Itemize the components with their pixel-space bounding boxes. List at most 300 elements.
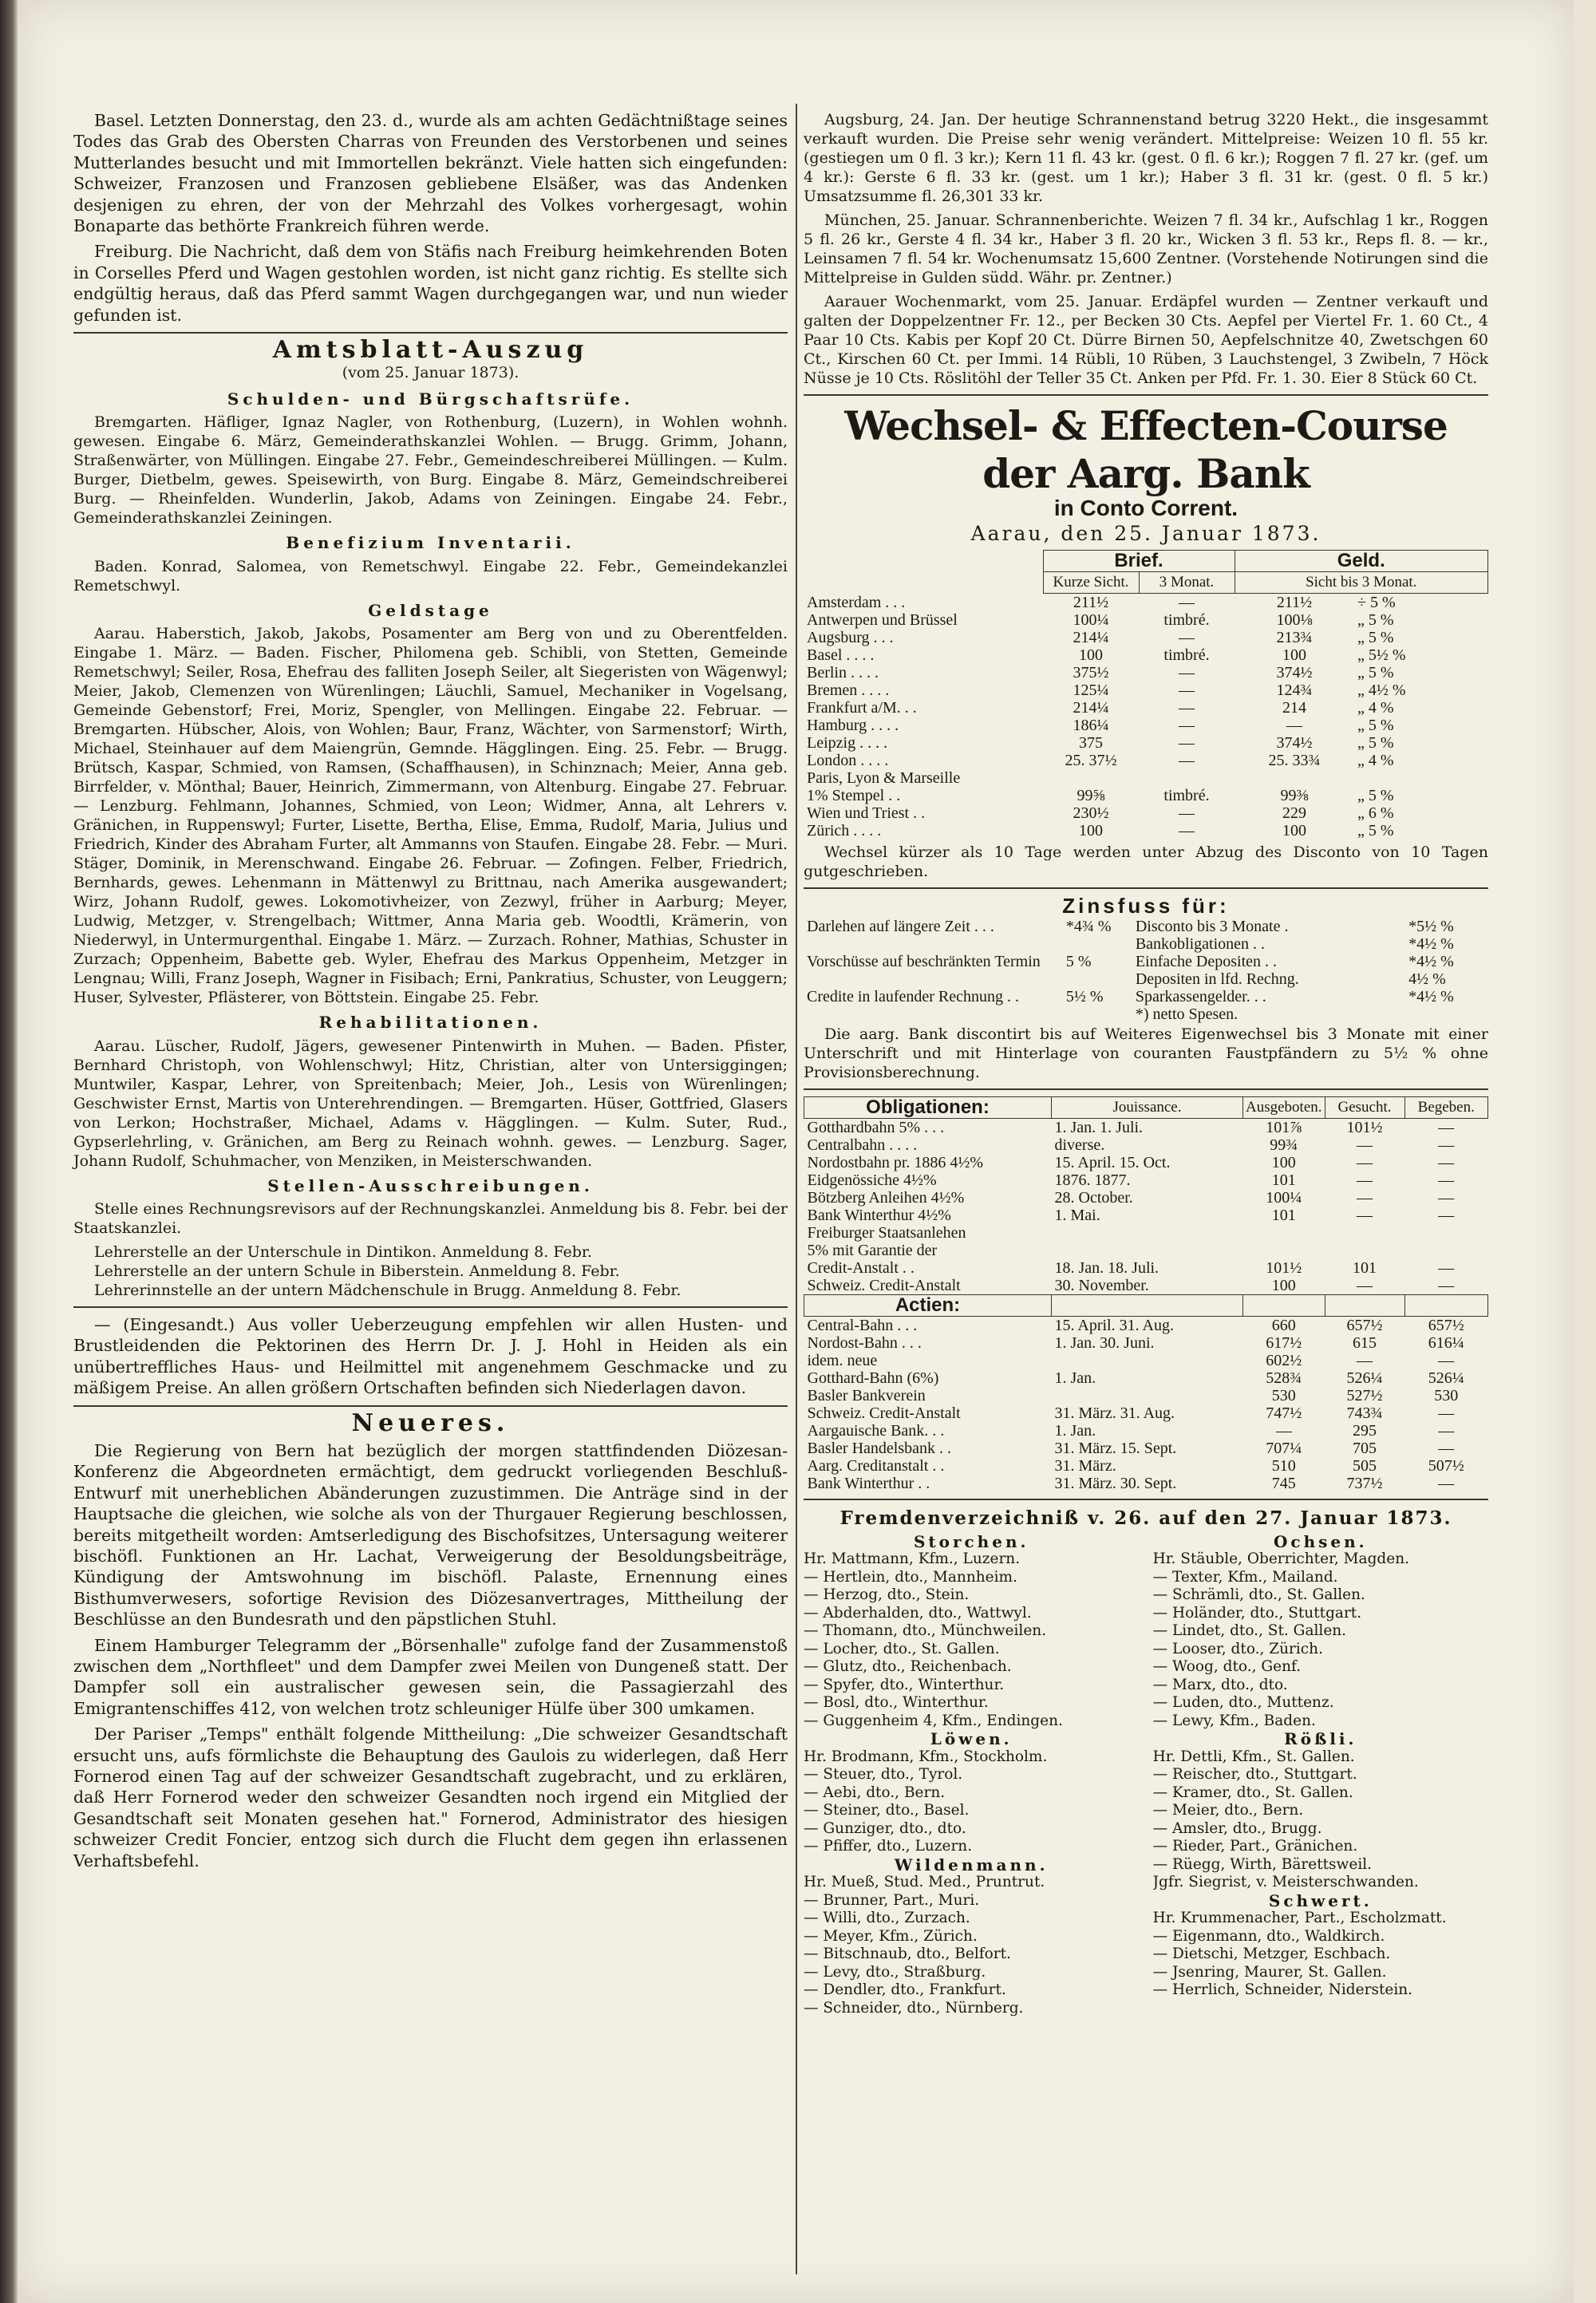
rate-disconto: „ 4½ % — [1357, 681, 1406, 699]
zins-row — [1132, 1005, 1488, 1023]
rate-disconto: „ 5 % — [1357, 610, 1394, 629]
zins-value: 5½ % — [1065, 988, 1104, 1006]
security-jouissance: diverse. — [1054, 1136, 1105, 1155]
security-name: Credit-Anstalt . . — [807, 1259, 915, 1278]
guest-entry: Hr. Mattmann, Kfm., Luzern. — [804, 1550, 1021, 1568]
security-begeben: — — [1438, 1277, 1455, 1295]
rates-body — [804, 593, 1488, 839]
guest-entry: — Hertlein, dto., Mannheim. — [804, 1568, 1017, 1586]
guest-entry: — Woog, dto., Genf. — [1152, 1658, 1302, 1676]
guest-entry: — Steuer, dto., Tyrol. — [804, 1766, 963, 1784]
neueres-paris: Der Pariser „Temps" enthält folgende Mittheilung: „Die schweizer Gesandtschaft ersucht uns, aufs förmlichste die Behauptung des Gaulois zu widerlegen, daß Herr Fornerod einen Tag auf der schweizer Gesandtschaft zugebracht, und zu erklären, daß Herr Fornerod weder den schweizer Gesandten noch irgend ein Mitglied der Gesandtschaft seit Monaten gesehen hat." Fornerod, Administrator des hiesigen schweizer Credit Foncier, entzog sich durch die Flucht dem gegen ihn erlassenen Verhaftsbefehl. — [73, 1724, 788, 1870]
security-jouissance: 28. October. — [1054, 1189, 1133, 1207]
rate-row — [804, 646, 1488, 664]
ausgeboten-header: Ausgeboten. — [1243, 1097, 1325, 1119]
rate-disconto: „ 6 % — [1357, 804, 1394, 822]
rate-disconto: „ 5 % — [1357, 786, 1394, 804]
gesucht-header: Gesucht. — [1325, 1097, 1404, 1119]
sicht-header: Sicht bis 3 Monat. — [1235, 571, 1488, 593]
zinsfuss-heading: Zinsfuss für: — [1062, 893, 1230, 918]
rate-kurz: 100¼ — [1073, 610, 1109, 629]
rate-row — [804, 717, 1488, 734]
rate-monat — [1139, 769, 1235, 787]
security-begeben: — — [1438, 1352, 1455, 1370]
security-ausgeboten: 528¾ — [1266, 1369, 1302, 1388]
zins-value — [1405, 1005, 1488, 1023]
left-column — [73, 110, 788, 1876]
guest-entry: Hr. Dettli, Kfm., St. Gallen. — [1152, 1748, 1355, 1765]
divider — [804, 1499, 1488, 1500]
rate-place: Hamburg . . . . — [807, 716, 899, 734]
rate-place: Berlin . . . . — [807, 663, 879, 681]
kurze-sicht-header: Kurze Sicht. — [1043, 571, 1139, 593]
security-begeben — [1404, 1242, 1487, 1259]
guest-entry: — Amsler, dto., Brugg. — [1152, 1819, 1322, 1837]
obligation-row — [804, 1224, 1488, 1242]
exchange-rates-table — [804, 550, 1488, 839]
obligation-row — [804, 1207, 1488, 1224]
zins-label: Bankobligationen . . — [1135, 935, 1266, 954]
guest-entry: — Bitschnaub, dto., Belfort. — [804, 1946, 1011, 1963]
amtsblatt-date: (vom 25. Januar 1873). — [342, 364, 519, 382]
geldstage-heading: Geldstage — [368, 600, 493, 620]
rate-monat: — — [1179, 698, 1195, 717]
rate-place: Basel . . . . — [807, 646, 875, 664]
zins-value: 5 % — [1065, 953, 1092, 971]
rate-geld: 99⅜ — [1280, 786, 1309, 804]
security-ausgeboten: 617½ — [1266, 1334, 1302, 1353]
divider — [73, 1405, 788, 1407]
rate-geld: 229 — [1282, 804, 1306, 822]
actie-row — [804, 1457, 1488, 1475]
security-ausgeboten: 101⅞ — [1266, 1119, 1302, 1137]
begeben-header: Begeben. — [1404, 1097, 1487, 1119]
rate-row — [804, 787, 1488, 804]
neueres-bern: Die Regierung von Bern hat bezüglich der morgen stattfindenden Diözesan-Konferenz die Abgeordneten ermächtigt, dem gedruckt vorliegenden Beschluß-Entwurf mit unerheblichen Abänderungen zuzustimmen. Die Anträge sind in der Hauptsache die gleichen, wie solche als von der Thurgauer Regierung beschlossen, bereits mitgetheilt worden: Amtserledigung des Bischofsitzes, Untersagung weiterer bischöfl. Funktionen an Hr. Lachat, Verweigerung der Besoldungsbeiträge, Kündigung der Amtswohnung im bischöfl. Palaste, Ernennung eines Bisthumverwesers, sofortige Revision des Diözesanvertrages, Mittheilung der Beschlüsse an den Bundesrath und den päpstlichen Stuhl. — [73, 1440, 788, 1629]
divider — [804, 1088, 1488, 1090]
security-jouissance: 1. Jan. — [1054, 1422, 1096, 1440]
security-gesucht: 615 — [1353, 1334, 1377, 1353]
rate-monat: — — [1179, 751, 1195, 769]
security-jouissance: 1. Jan. 1. Juli. — [1054, 1119, 1144, 1137]
rate-geld: 211½ — [1276, 593, 1313, 611]
zins-label: Sparkassengelder. . . — [1135, 988, 1266, 1006]
rate-monat: — — [1179, 593, 1195, 611]
guest-entry: — Dietschi, Metzger, Eschbach. — [1152, 1946, 1391, 1963]
eingesandt: — (Eingesandt.) Aus voller Ueberzeugung empfehlen wir allen Husten- und Brustleidenden die Pektorinen des Herrn Dr. J. J. Hohl in Heiden als ein unübertreffliches Haus- und Heilmittel mit angenehmem Geschmacke und zu mäßigem Preise. An allen größern Ortschaften befinden sich Niederlagen davon. — [73, 1314, 788, 1398]
rate-kurz: 125¼ — [1073, 681, 1109, 699]
security-begeben: 526¼ — [1428, 1369, 1464, 1388]
security-gesucht: — — [1357, 1352, 1373, 1370]
guest-entry: — Thomann, dto., Münchweilen. — [804, 1622, 1047, 1640]
security-gesucht: 527½ — [1346, 1387, 1383, 1405]
guest-entry: — Meier, dto., Bern. — [1152, 1802, 1304, 1819]
guest-entry: — Schrämli, dto., St. Gallen. — [1152, 1586, 1365, 1604]
divider — [73, 1306, 788, 1308]
security-begeben: 616¼ — [1428, 1334, 1464, 1353]
security-name: Schweiz. Credit-Anstalt — [807, 1277, 961, 1295]
security-name: idem. neue — [807, 1352, 878, 1370]
security-name: Aarg. Creditanstalt . . — [807, 1457, 945, 1475]
zinsfuss-block — [804, 918, 1488, 1023]
security-jouissance — [1052, 1242, 1243, 1259]
rate-geld: 100⅛ — [1276, 610, 1313, 629]
actien-spacer — [1404, 1295, 1487, 1317]
guest-entry: — Reischer, dto., Stuttgart. — [1152, 1766, 1357, 1784]
security-name: Gotthard-Bahn (6%) — [807, 1369, 939, 1388]
security-gesucht: 705 — [1353, 1440, 1377, 1458]
security-begeben: — — [1438, 1422, 1455, 1440]
security-jouissance: 15. April. 15. Oct. — [1054, 1154, 1171, 1172]
security-name: Bank Winterthur 4½% — [807, 1207, 951, 1225]
rate-place: Frankfurt a/M. . . — [807, 698, 917, 717]
rate-kurz: 100 — [1079, 646, 1103, 664]
actie-row — [804, 1317, 1488, 1335]
security-begeben: 507½ — [1428, 1457, 1464, 1475]
rate-geld: 213¾ — [1276, 628, 1313, 646]
rates-corner — [804, 571, 1043, 593]
rate-place: Bremen . . . . — [807, 681, 890, 699]
security-gesucht: — — [1357, 1189, 1373, 1207]
hotel-heading: Ochsen. — [1273, 1531, 1368, 1551]
guest-entry: — Meyer, Kfm., Zürich. — [804, 1927, 978, 1945]
security-begeben: — — [1438, 1154, 1455, 1172]
zins-row — [1132, 970, 1488, 988]
rate-monat: timbré. — [1163, 646, 1210, 664]
rate-place: Amsterdam . . . — [807, 593, 906, 611]
security-jouissance — [1052, 1387, 1243, 1404]
security-begeben: — — [1438, 1171, 1455, 1190]
hotel-heading: Rößli. — [1284, 1729, 1357, 1749]
stellen-intro: Stelle eines Rechnungsrevisors auf der Rechnungskanzlei. Anmeldung bis 8. Febr. bei der Staatskanzlei. — [73, 1199, 788, 1237]
security-ausgeboten: 660 — [1271, 1317, 1296, 1335]
fremdenverzeichnis-heading: Fremdenverzeichniß v. 26. auf den 27. Januar 1873. — [839, 1507, 1452, 1530]
actien-spacer — [1052, 1295, 1243, 1317]
security-name: Schweiz. Credit-Anstalt — [807, 1404, 961, 1423]
rate-kurz: 100 — [1079, 821, 1103, 839]
obligation-row — [804, 1136, 1488, 1154]
zins-value: *4½ % — [1408, 935, 1454, 954]
securities-table — [804, 1096, 1488, 1492]
brief-header: Brief. — [1043, 550, 1235, 571]
guest-entry: — Texter, Kfm., Mailand. — [1152, 1568, 1338, 1586]
actie-row — [804, 1352, 1488, 1369]
rate-place: Paris, Lyon & Marseille — [807, 768, 961, 787]
actie-row — [804, 1369, 1488, 1387]
guest-entry: — Luden, dto., Muttenz. — [1152, 1694, 1334, 1712]
rate-row — [804, 681, 1488, 699]
guest-entry: — Rüegg, Wirth, Bärettsweil. — [1152, 1855, 1373, 1873]
rate-geld: 25. 33¾ — [1268, 751, 1321, 769]
zins-label: *) netto Spesen. — [1135, 1005, 1238, 1024]
security-begeben: — — [1438, 1404, 1455, 1423]
security-ausgeboten: 100 — [1271, 1154, 1296, 1172]
rate-geld — [1235, 769, 1354, 787]
security-ausgeboten: 101 — [1271, 1171, 1296, 1190]
security-ausgeboten: 100 — [1271, 1277, 1296, 1295]
right-column — [804, 110, 1488, 2017]
rate-kurz: 211½ — [1073, 593, 1109, 611]
actien-spacer — [1325, 1295, 1404, 1317]
guest-entry: — Aebi, dto., Bern. — [804, 1784, 946, 1801]
zins-row — [1132, 988, 1488, 1005]
rate-disconto: „ 5 % — [1357, 733, 1394, 752]
article-basel: Basel. Letzten Donnerstag, den 23. d., wurde als am achten Gedächtnißtage seines Todes das Grab des Obersten Charras von Freunden des Verstorbenen und seines Mutterlandes besucht und mit Immortellen bekränzt. Viele hatten sich eingefunden: Schweizer, Franzosen und Franzosen gebliebene Elsäßer, was das Andenken desjenigen zu ehren, der von der Mehrzahl des Volkes vorhergesagt, wohin Bonaparte das bethörte Frankreich führen werde. — [73, 111, 788, 236]
security-ausgeboten: 745 — [1271, 1475, 1296, 1493]
article-freiburg: Freiburg. Die Nachricht, daß dem von Stäfis nach Freiburg heimkehrenden Boten in Corselles Pferd und Wagen gestohlen worden, ist nicht ganz richtig. Es stellte sich endgültig heraus, daß das Pferd sammt Wagen durchgegangen war, und nun wieder gefunden ist. — [73, 242, 788, 325]
security-name: Centralbahn . . . . — [807, 1136, 918, 1155]
rate-row — [804, 752, 1488, 769]
guest-entry: Hr. Brodmann, Kfm., Stockholm. — [804, 1748, 1048, 1765]
rate-disconto: „ 5 % — [1357, 716, 1394, 734]
actie-row — [804, 1440, 1488, 1457]
guest-entry: Hr. Krummenacher, Part., Escholzmatt. — [1152, 1910, 1447, 1927]
fremden-left-column — [804, 1533, 1139, 2018]
zins-row — [1132, 935, 1488, 953]
stellen-item: Lehrerstelle an der Unterschule in Dintikon. Anmeldung 8. Febr. — [94, 1242, 592, 1261]
rate-disconto: „ 4 % — [1357, 698, 1394, 717]
rate-monat: timbré. — [1163, 786, 1210, 804]
security-name: Aargauische Bank. . . — [807, 1422, 945, 1440]
rate-place: 1% Stempel . . — [807, 786, 901, 804]
actien-header: Actien: — [804, 1295, 1052, 1317]
rate-kurz: 186¼ — [1073, 716, 1109, 734]
security-gesucht: 101½ — [1346, 1119, 1383, 1137]
rehab-heading: Rehabilitationen. — [318, 1013, 543, 1033]
actien-body — [804, 1317, 1488, 1493]
rate-kurz: 375½ — [1073, 663, 1109, 681]
amtsblatt-heading: Amtsblatt-Auszug — [272, 336, 589, 365]
security-ausgeboten: 100¼ — [1266, 1189, 1302, 1207]
rate-monat: timbré. — [1163, 610, 1210, 629]
rate-monat: — — [1179, 716, 1195, 734]
security-name: Gotthardbahn 5% . . . — [807, 1119, 945, 1137]
rate-monat: — — [1179, 628, 1195, 646]
security-name: Basler Bankverein — [807, 1387, 926, 1405]
stellen-item: Lehrerstelle an der untern Schule in Biberstein. Anmeldung 8. Febr. — [94, 1262, 620, 1280]
security-gesucht: — — [1357, 1136, 1373, 1155]
security-jouissance: 1. Mai. — [1054, 1207, 1100, 1225]
security-gesucht: 743¾ — [1346, 1404, 1383, 1423]
rate-disconto: „ 4 % — [1357, 751, 1394, 769]
column-rule — [796, 104, 797, 2274]
rate-geld: — — [1286, 716, 1302, 734]
guest-entry: — Rieder, Part., Gränichen. — [1152, 1838, 1358, 1855]
guest-entry: — Looser, dto., Zürich. — [1152, 1640, 1323, 1657]
obligation-row — [804, 1189, 1488, 1207]
rate-geld: 100 — [1282, 821, 1306, 839]
rate-monat: — — [1179, 821, 1195, 839]
security-begeben: — — [1438, 1189, 1455, 1207]
security-begeben — [1404, 1224, 1487, 1242]
rate-place: Antwerpen und Brüssel — [807, 610, 958, 629]
security-gesucht: 505 — [1353, 1457, 1377, 1475]
zins-label: Disconto bis 3 Monate . — [1135, 918, 1289, 936]
obligation-row — [804, 1154, 1488, 1171]
security-name: 5% mit Garantie der — [807, 1242, 938, 1260]
hotel-heading: Wildenmann. — [894, 1855, 1049, 1874]
zins-label: Credite in laufender Rechnung . . — [807, 988, 1020, 1006]
geldstage-text: Aarau. Haberstich, Jakob, Jakobs, Posamenter am Berg von und zu Oberentfelden. Eingabe 1. März. — Baden. Fischer, Philomena geb. Schibli, von Stetten, Gemeinde Remetschwyl; Seiler, Rosa, Ehefrau des falliten Joseph Seiler, alt Siegeristen von Wägenwyl; Meier, Jakob, Clemenzen von Würenlingen; Läuchli, Samuel, Mechaniker in Vogelsang, Gemeinde Gebenstorf; Frei, Moriz, Spengler, von Mellingen. Eingabe 22. Februar. — Bremgarten. Hübscher, Alois, von Wohlen; Baur, Franz, Wächter, von Sarmenstorf; Wirth, Michael, Steinhauer auf dem Maiengrün, Gemnde. Hägglingen. Eing. 25. Febr. — Brugg. Brütsch, Kaspar, Schmied, von Ramsen, (Schaffhausen), in Schinznach; Meier, Anna geb. Birrfelder, v. Mönthal; Bauer, Heinrich, Zimmermann, von Altenburg. Eingabe 27. Februar. — Lenzburg. Fehlmann, Johannes, Schmied, von Leon; Widmer, Anna, alt Lehrers v. Gränichen, in Ruppenswyl; Furter, Lisette, Bertha, Elise, Emma, Rudolf, Maria, Julius und Friedrich, Kinder des Abraham Furter, alt Ammanns von Staufen. Eingabe 28. Febr. — Muri. Stäger, Dominik, in Merenschwand. Eingabe 26. Februar. — Zofingen. Felber, Friedrich, Bernhards, gewes. Lehenmann in Mättenwyl zu Brittnau, nach Amerika ausgewandert; Wirz, Johann Rudolf, gewes. Lokomotivheizer, von Zezwyl, früher in Aarburg; Meyer, Ludwig, Metzger, v. Strengelbach; Wittmer, Anna Maria geb. Woodtli, Krämerin, von Niederwyl, in Untermurgenthal. Eingabe 1. März. — Zurzach. Rohner, Mathias, Schuster in Zurzach; Oppenheim, Babette geb. Wyler, Ehefrau des Markus Oppenheim, Metzger in Lengnau; Willi, Franz Joseph, Wagner in Fisibach; Erni, Pankratius, Schuster, von Leuggern; Huser, Sylvester, Pflästerer, von Böttstein. Eingabe 25. Febr. — [73, 625, 788, 1007]
security-gesucht: 657½ — [1346, 1317, 1383, 1335]
guest-entry: — Herzog, dto., Stein. — [804, 1586, 970, 1604]
rate-monat: — — [1179, 804, 1195, 822]
security-begeben: — — [1438, 1207, 1455, 1225]
security-jouissance: 31. März. 30. Sept. — [1054, 1475, 1177, 1493]
obligation-row — [804, 1242, 1488, 1259]
guest-entry: — Guggenheim 4, Kfm., Endingen. — [804, 1712, 1063, 1729]
benefizium-text: Baden. Konrad, Salomea, von Remetschwyl. Eingabe 22. Febr., Gemeindekanzlei Remetschwyl. — [73, 557, 788, 595]
rate-geld: 124¾ — [1276, 681, 1313, 699]
zins-row — [804, 953, 1119, 988]
security-gesucht — [1325, 1242, 1404, 1259]
rate-disconto: „ 5 % — [1357, 628, 1394, 646]
rate-kurz: 25. 37½ — [1065, 751, 1117, 769]
divider — [804, 394, 1488, 396]
guest-entry: — Dendler, dto., Frankfurt. — [804, 1981, 1006, 1999]
actie-row — [804, 1334, 1488, 1352]
zins-value: *4½ % — [1408, 988, 1454, 1006]
security-ausgeboten: 707¼ — [1266, 1440, 1302, 1458]
hotel-heading: Löwen. — [930, 1729, 1013, 1749]
security-jouissance: 31. März. 15. Sept. — [1054, 1440, 1177, 1458]
guest-entry: — Lindet, dto., St. Gallen. — [1152, 1622, 1347, 1640]
zins-label: Darlehen auf längere Zeit . . . — [807, 918, 994, 936]
security-ausgeboten: 510 — [1271, 1457, 1296, 1475]
guest-entry: — Pfiffer, dto., Luzern. — [804, 1838, 973, 1855]
security-jouissance — [1052, 1352, 1243, 1369]
divider — [73, 332, 788, 334]
rates-corner — [804, 550, 1043, 571]
rate-disconto: „ 5 % — [1357, 663, 1394, 681]
obligation-row — [804, 1277, 1488, 1295]
security-begeben: — — [1438, 1259, 1455, 1278]
security-gesucht: 737½ — [1346, 1475, 1383, 1493]
fremdenverzeichnis — [804, 1533, 1488, 2018]
security-gesucht: 101 — [1353, 1259, 1377, 1278]
zins-value: *4¾ % — [1065, 918, 1112, 936]
article-muenchen: München, 25. Januar. Schrannenberichte. Weizen 7 fl. 34 kr., Aufschlag 1 kr., Roggen 5 fl. 26 kr., Gerste 4 fl. 34 kr., Haber 3 fl. 20 kr., Wicken 3 fl. 53 kr., Reps fl. 8. — kr., Leinsamen 7 fl. 54 kr. Wochenumsatz 15,600 Zentner. (Vorstehende Notirungen sind die Mittelpreise in Gulden südd. Währ. pr. Zentner.) — [804, 211, 1488, 286]
neueres-heading: Neueres. — [351, 1408, 510, 1437]
rate-kurz: 99⅝ — [1077, 786, 1105, 804]
zins-label: Einfache Depositen . . — [1135, 953, 1278, 971]
actien-spacer — [1243, 1295, 1325, 1317]
rate-place: London . . . . — [807, 751, 889, 769]
guest-entry: — Brunner, Part., Muri. — [804, 1891, 980, 1909]
rate-place: Wien und Triest . . — [807, 804, 926, 822]
hotel-heading: Storchen. — [913, 1531, 1029, 1551]
guest-entry: — Schneider, dto., Nürnberg. — [804, 1999, 1024, 2017]
security-gesucht: 295 — [1353, 1422, 1377, 1440]
security-begeben: — — [1438, 1136, 1455, 1155]
article-aarauer-markt: Aarauer Wochenmarkt, vom 25. Januar. Erdäpfel wurden — Zentner verkauft und galten der Doppelzentner Fr. 12., per Becken 30 Cts. Aepfel per Viertel Fr. 1. 60 Ct., 4 Paar 10 Cts. Kabis per Kopf 20 Ct. Dürre Birnen 50, Aepfelschnitze 40, Zwetschgen 60 Ct., Kirschen 60 Ct. per Immi. 14 Rübli, 10 Rüben, 3 Lauchstengel, 3 Zwibeln, 7 Höck Nüsse je 10 Cts. Röslitöhl der Teller 35 Ct. Anken per Pfd. Fr. 1. 30. Eier 8 Stück 60 Ct. — [804, 293, 1488, 387]
security-jouissance — [1052, 1224, 1243, 1242]
security-ausgeboten: 530 — [1271, 1387, 1296, 1405]
security-gesucht: — — [1357, 1277, 1373, 1295]
security-name: Eidgenössiche 4½% — [807, 1171, 937, 1190]
security-name: Bötzberg Anleihen 4½% — [807, 1189, 965, 1207]
guest-entry: Hr. Mueß, Stud. Med., Pruntrut. — [804, 1874, 1045, 1891]
zins-label: Vorschüsse auf beschränkten Termin — [807, 953, 1041, 971]
rate-kurz: 230½ — [1073, 804, 1109, 822]
rate-monat: — — [1179, 663, 1195, 681]
security-jouissance: 1. Jan. — [1054, 1369, 1096, 1388]
actie-row — [804, 1387, 1488, 1404]
security-begeben: — — [1438, 1119, 1455, 1137]
schulden-heading: Schulden- und Bürgschaftsrüfe. — [227, 389, 634, 409]
zins-right-table — [1132, 918, 1488, 1023]
page-edge — [0, 0, 18, 2303]
guest-entry: — Gunziger, dto., dto. — [804, 1819, 966, 1837]
rate-kurz: 214¼ — [1073, 628, 1109, 646]
rate-row — [804, 769, 1488, 787]
geld-header: Geld. — [1235, 550, 1488, 571]
schulden-text: Bremgarten. Häfliger, Ignaz Nagler, von Rothenburg, (Luzern), in Wohlen wohnh. gewesen. Eingabe 6. März, Gemeinderathskanzlei Wohlen. — Brugg. Grimm, Johann, Straßenwärter, von Müllingen. Eingabe 27. Febr., Gemeindeschreiberei Müllingen. — Kulm. Burger, Dietbelm, gewes. Speisewirth, von Burg. Eingabe 8. März, Gemeindschreiberei Burg. — Rheinfelden. Wunderlin, Jakob, Adams von Zeiningen. Eingabe 24. Febr., Gemeinderathskanzlei Zeiningen. — [73, 413, 788, 527]
actie-row — [804, 1404, 1488, 1422]
zins-value: 4½ % — [1408, 970, 1446, 989]
fremden-right-column — [1153, 1533, 1488, 2018]
guest-entry: — Glutz, dto., Reichenbach. — [804, 1658, 1012, 1676]
zins-row — [804, 988, 1119, 1023]
rate-row — [804, 629, 1488, 646]
zins-label: Depositen in lfd. Rechng. — [1135, 970, 1299, 989]
zins-value: *5½ % — [1408, 918, 1454, 936]
neueres-hamburg: Einem Hamburger Telegramm der „Börsenhalle" zufolge fand der Zusammenstoß zwischen dem „Northfleet" und dem Dampfer zwei Meilen von Dungeneß statt. Der Dampfer soll ein australischer gewesen sein, die Passagierzahl des Emigrantenschiffes 412, von welchen trotz schleuniger Hülfe über 300 umkamen. — [73, 1635, 788, 1718]
obligation-row — [804, 1119, 1488, 1137]
rate-geld: 214 — [1282, 698, 1306, 717]
security-begeben: 657½ — [1428, 1317, 1464, 1335]
guest-entry: — Jsenring, Maurer, St. Gallen. — [1152, 1963, 1387, 1981]
security-jouissance: 31. März. — [1054, 1457, 1116, 1475]
security-begeben: 530 — [1434, 1387, 1459, 1405]
wechsel-note: Wechsel kürzer als 10 Tage werden unter Abzug des Disconto von 10 Tagen gutgeschrieben. — [804, 843, 1488, 880]
guest-entry: — Abderhalden, dto., Wattwyl. — [804, 1604, 1032, 1622]
security-jouissance: 15. April. 31. Aug. — [1054, 1317, 1174, 1335]
obligation-row — [804, 1259, 1488, 1277]
rate-row — [804, 593, 1488, 611]
security-name: Nordost-Bahn . . . — [807, 1334, 922, 1353]
jouissance-header: Jouissance. — [1052, 1097, 1243, 1119]
bank-title: Wechsel- & Effecten-Course der Aarg. Bank — [844, 402, 1448, 497]
stellen-heading: Stellen-Ausschreibungen. — [267, 1175, 594, 1195]
security-ausgeboten: — — [1275, 1422, 1292, 1440]
guest-entry: — Spyfer, dto., Winterthur. — [804, 1676, 1005, 1693]
security-ausgeboten — [1243, 1224, 1325, 1242]
security-name: Nordostbahn pr. 1886 4½% — [807, 1154, 984, 1172]
guest-entry: — Willi, dto., Zurzach. — [804, 1910, 970, 1927]
security-ausgeboten: 99¾ — [1270, 1136, 1298, 1155]
rate-kurz: 375 — [1079, 733, 1103, 752]
zins-note: Die aarg. Bank discontirt bis auf Weiteres Eigenwechsel bis 3 Monate mit einer Unterschrift und mit Hinterlage von couranten Faustpfändern zu 5½ % ohne Provisionsberechnung. — [804, 1025, 1488, 1082]
guest-entry: — Levy, dto., Straßburg. — [804, 1963, 986, 1981]
rehab-text: Aarau. Lüscher, Rudolf, Jägers, gewesener Pintenwirth in Muhen. — Baden. Pfister, Bernhard Christoph, von Wohlenschwyl; Hitz, Christian, alter von Untersiggingen; Muntwiler, Kaspar, Lehrer, von Spreitenbach; Meier, Joh., Lesis von Würenlingen; Geschwister Ernst, Martis von Unterehrendingen. — Bremgarten. Hüser, Gottfried, Glasers von Lerkon; Hochstraßer, Michael, Adams v. Hägglingen. — Kulm. Suter, Rud., Gypserlehrling, v. Gränichen, am Berg zu Reinach wohnh. gewes. — Lenzburg. Sager, Johann Rudolf, Schuhmacher, von Menziken, in Meisterschwanden. — [73, 1037, 788, 1170]
guest-entry: — Eigenmann, dto., Waldkirch. — [1152, 1927, 1385, 1945]
security-ausgeboten: 101½ — [1266, 1259, 1302, 1278]
zins-row — [804, 918, 1119, 953]
rate-row — [804, 804, 1488, 822]
rate-kurz — [1043, 769, 1139, 787]
actie-row — [804, 1475, 1488, 1492]
rate-row — [804, 734, 1488, 752]
guest-entry: Hr. Stäuble, Oberrichter, Magden. — [1152, 1550, 1410, 1568]
guest-entry: — Lewy, Kfm., Baden. — [1152, 1712, 1316, 1729]
rate-monat: — — [1179, 733, 1195, 752]
guest-entry: Jgfr. Siegrist, v. Meisterschwanden. — [1152, 1874, 1419, 1891]
rate-disconto — [1354, 769, 1488, 787]
stellen-item: Lehrerinnstelle an der untern Mädchenschule in Brugg. Anmeldung 8. Febr. — [94, 1281, 681, 1299]
rate-place: Leipzig . . . . — [807, 733, 888, 752]
bank-date: Aarau, den 25. Januar 1873. — [970, 522, 1321, 546]
